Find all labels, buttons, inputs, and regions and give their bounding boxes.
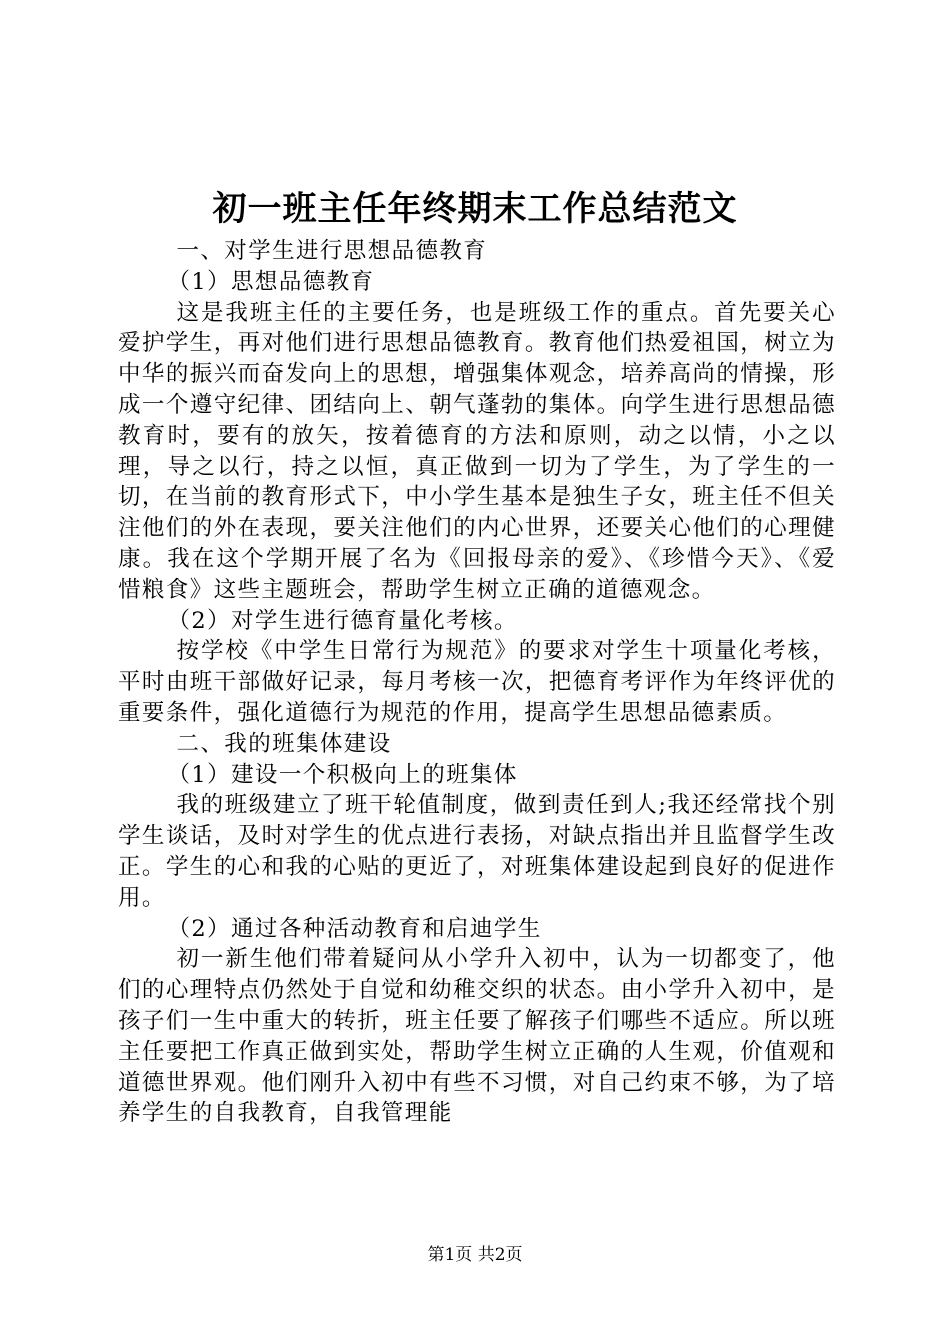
paragraph: 按学校《中学生日常行为规范》的要求对学生十项量化考核，平时由班干部做好记录，每月考核一次，把德育考评作为年终评优的重要条件，强化道德行为规范的作用，提高学生思想品德素质。 [118,638,836,726]
paragraph: 我的班级建立了班干轮值制度，做到责任到人;我还经常找个别学生谈话，及时对学生的优点进行表扬，对缺点指出并且监督学生改正。学生的心和我的心贴的更近了，对班集体建设起到良好的促进作用。 [118,792,836,911]
subheading-2-1: （1）建设一个积极向上的班集体 [167,761,518,788]
page-footer: 第1页 共2页 [427,1245,523,1265]
heading-section-2: 二、我的班集体建设 [176,730,392,757]
page-title: 初一班主任年终期末工作总结范文 [212,189,738,229]
paragraph: 初一新生他们带着疑问从小学升入初中，认为一切都变了，他们的心理特点仍然处于自觉和幼稚交织的状态。由小学升入初中，是孩子们一生中重大的转折，班主任要了解孩子们哪些不适应。所以班主任要把工作真正做到实处，帮助学生树立正确的人生观，价值观和道德世界观。他们刚升入初中有些不习惯，对自己约束不够，为了培养学生的自我教育，自我管理能 [118,946,836,1127]
heading-section-1: 一、对学生进行思想品德教育 [176,238,488,264]
subheading-1-1: （1）思想品德教育 [167,268,375,295]
document-body [118,236,836,1129]
subheading-1-2: （2）对学生进行德育量化考核。 [167,607,518,634]
subheading-2-2: （2）通过各种活动教育和启迪学生 [167,915,542,942]
paragraph: 这是我班主任的主要任务，也是班级工作的重点。首先要关心爱护学生，再对他们进行思想品德教育。教育他们热爱祖国，树立为中华的振兴而奋发向上的思想，增强集体观念，培养高尚的情操，形成一个遵守纪律、团结向上、朝气蓬勃的集体。向学生进行思想品德教育时，要有的放矢，按着德育的方法和原则，动之以情，小之以理，导之以行，持之以恒，真正做到一切为了学生，为了学生的一切，在当前的教育形式下，中小学生基本是独生子女，班主任不但关注他们的外在表现，要关注他们的内心世界，还要关心他们的心理健康。我在这个学期开展了名为《回报母亲的爱》、《珍惜今天》、《爱惜粮食》这些主题班会，帮助学生树立正确的道德观念。 [118,299,836,603]
